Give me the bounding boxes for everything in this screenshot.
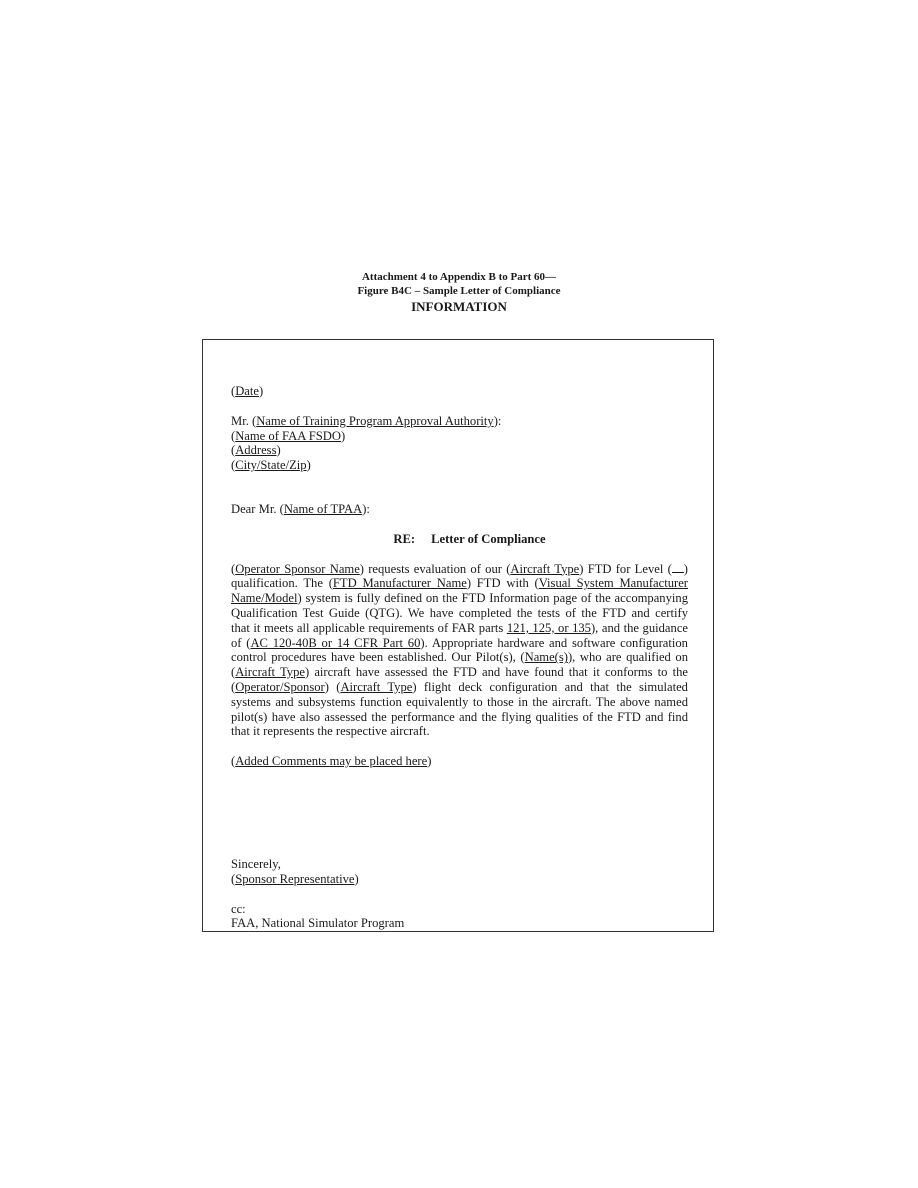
addressee-line: Mr. (Name of Training Program Approval Authority): [231, 413, 502, 428]
fsdo-placeholder: Name of FAA FSDO [235, 428, 341, 443]
document-header [0, 270, 918, 315]
fsdo-line: (Name of FAA FSDO) [231, 428, 346, 443]
letter-content [231, 384, 688, 931]
letter-body: (Operator Sponsor Name) requests evaluation of our (Aircraft Type) FTD for Level ( ) qualification. The (FTD Manufacturer Name) FTD with (Visual System Manufacturer Name/Model) system is fully defined on the FTD Information page of the accompanying Qualification Test Guide (QTG). We have completed the tests of the FTD and certify that it meets all applicable requirements of FAR parts 121, 125, or 135), and the guidance of (AC 120-40B or 14 CFR Part 60). Appropriate hardware and software configuration control procedures have been established. Our Pilot(s), (Name(s)), who are qualified on (Aircraft Type) aircraft have assessed the FTD and have found that it conforms to the (Operator/Sponsor) (Aircraft Type) flight deck configuration and that the simulated systems and subsystems function equivalently to those in the aircraft. The above named pilot(s) have also assessed the performance and the flying qualities of the FTD and find that it represents the respective aircraft. [231, 561, 688, 739]
addressee-placeholder: Name of Training Program Approval Authority [256, 413, 494, 428]
date-placeholder: Date [235, 384, 259, 398]
sample-letter-box [202, 339, 714, 932]
sponsor-rep-placeholder: Sponsor Representative [235, 871, 355, 886]
city-placeholder: City/State/Zip [235, 458, 307, 473]
tpaa-placeholder: Name of TPAA [283, 501, 363, 516]
sponsor-rep-line: (Sponsor Representative) [231, 871, 359, 886]
attachment-title: Attachment 4 to Appendix B to Part 60— [361, 271, 557, 283]
comments-placeholder: Added Comments may be placed here [235, 754, 428, 769]
comments-line: (Added Comments may be placed here) [231, 754, 432, 769]
information-heading: INFORMATION [411, 299, 507, 314]
address-placeholder: Address [235, 443, 277, 458]
cc-label: cc: [231, 901, 246, 916]
salutation-line: Dear Mr. (Name of TPAA): [231, 501, 370, 516]
cc-recipient: FAA, National Simulator Program [231, 916, 405, 931]
re-line: RE: Letter of Compliance [393, 531, 546, 546]
date-line: (Date) [231, 384, 264, 398]
city-line: (City/State/Zip) [231, 458, 311, 473]
closing-line: Sincerely, [231, 856, 281, 871]
figure-title: Figure B4C – Sample Letter of Compliance [357, 285, 561, 297]
address-line: (Address) [231, 443, 281, 458]
re-subject: Letter of Compliance [431, 531, 546, 546]
